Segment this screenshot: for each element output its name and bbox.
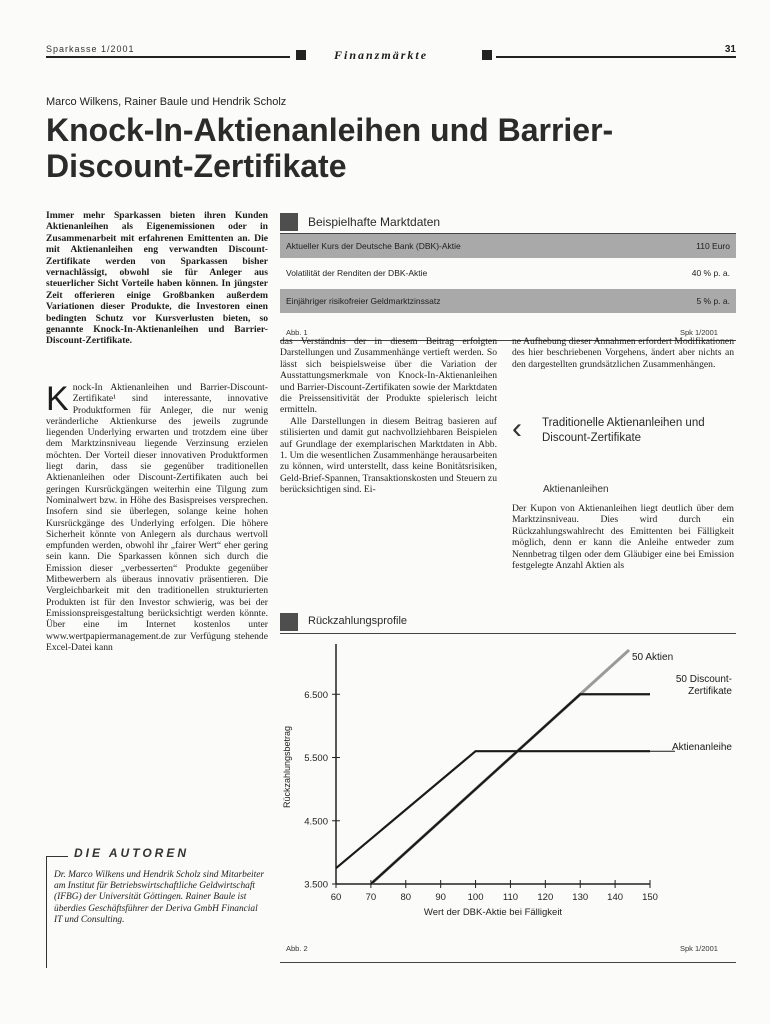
figure-1-caption: Abb. 1 bbox=[286, 328, 308, 337]
section-name: Finanzmärkte bbox=[334, 48, 429, 62]
x-tick-label: 80 bbox=[400, 892, 412, 903]
series-label: Aktienanleihe bbox=[671, 742, 732, 753]
body-column-3-continued bbox=[512, 503, 734, 571]
header-square-right bbox=[482, 50, 492, 60]
box-square-icon bbox=[280, 213, 298, 231]
section-heading-text: Traditionelle Aktienanleihen und Discount-Zertifikate bbox=[542, 417, 705, 444]
x-tick-label: 60 bbox=[330, 892, 342, 903]
market-row-label: Einjähriger risikofreier Geldmarktzinssatz bbox=[286, 296, 441, 306]
payoff-chart bbox=[280, 636, 736, 936]
authors-box-heading: DIE AUTOREN bbox=[74, 846, 190, 860]
page-number: 31 bbox=[724, 44, 736, 55]
chart-bottom-rule bbox=[280, 962, 736, 963]
article-authors: Marco Wilkens, Rainer Baule und Hendrik Scholz bbox=[46, 96, 287, 108]
body-text-1: nock-In Aktienanleihen und Barrier-Discount-Zertifikate¹ sind interessante, innovative Produktformen für Anleger, die nur wenig veränderliche Aktienkurse des jeweils zugrunde liegenden Underlying erwarten und trotzdem eine über dem Marktzinsniveau liegende Verzinsung erzielen möchten. Der Vorteil dieser innovativen Produktformen liegt darin, dass sie gegenüber traditionellen Aktienanleihen oder Discount-Zertifikaten auch bei geringen Kursrückgängen weiterhin eine Tilgung zum Nominalwert bzw. in Höhe des Basispreises versprechen. Insofern sind sie überlegen, solange keine hohen Kursrückgänge des Underlying erfolgen. Die höhere Sicherheit könnte von Anlegern als durchaus wertvoll empfunden werden, obwohl ihr „fairer Wert“ eher gering sein kann. Die Sparkassen können sich durch die Emission dieser „verbesserten“ Produkte gegenüber Mitbewerbern als überaus innovativ präsentieren. Die Vergleichbarkeit mit den traditionellen strukturierten Produkten ist für den Investor schwierig, was bei der Emissionspreisgestaltung berücksichtigt werden könnte. Über eine im Internet kostenlos unter www.wertpapiermanagement.de zur Verfügung stehende Excel-Datei kann bbox=[46, 382, 268, 653]
header-rule-left bbox=[46, 56, 290, 58]
market-data-header bbox=[280, 212, 736, 234]
x-tick-label: 130 bbox=[572, 892, 589, 903]
y-axis-label: Rückzahlungsbetrag bbox=[282, 725, 292, 809]
y-tick-label: 4.500 bbox=[304, 816, 328, 828]
series-label: 50 Discount- bbox=[675, 674, 732, 685]
y-tick-label: 3.500 bbox=[304, 879, 328, 891]
market-row bbox=[280, 261, 736, 285]
market-row bbox=[280, 289, 736, 313]
series-line bbox=[371, 694, 650, 884]
running-header bbox=[46, 44, 736, 66]
market-row-label: Volatilität der Renditen der DBK-Aktie bbox=[286, 268, 428, 278]
market-row-value: 110 Euro bbox=[696, 241, 730, 251]
figure-1-source: Spk 1/2001 bbox=[680, 328, 718, 337]
paragraph: Der Kupon von Aktienanleihen liegt deutlich über dem Marktzinsniveau. Dies wird durch ein Rückzahlungswahlrecht des Emittenten bei Fälligkeit möglich, denn er kann die Anleihe entweder zum Nennbetrag tilgen oder dem Gläubiger eine bei Emission festgelegte Anzahl Aktien als bbox=[512, 503, 734, 572]
chart-title: Rückzahlungsprofile bbox=[308, 615, 408, 627]
market-row bbox=[280, 234, 736, 258]
market-row-value: 40 % p. a. bbox=[691, 268, 730, 278]
market-row-value: 5 % p. a. bbox=[696, 296, 730, 306]
series-label: 50 Aktien bbox=[632, 652, 674, 663]
body-column-1 bbox=[46, 382, 268, 653]
x-tick-label: 120 bbox=[537, 892, 554, 903]
article-lead: Immer mehr Sparkassen bieten ihren Kunden Aktienanleihen als Eigenemissionen oder in Zusammenarbeit mit erfahrenen Emittenten an. Die mit Aktienanleihen eng verwandten Discount-Zertifikate werden von Sparkassen bisher vernachlässigt, obwohl sie für Anleger aus steuerlicher Sicht Vorteile haben können. In jüngster Zeit offerieren einige Großbanken außerdem Variationen dieser Produkte, die Investoren einen bedingten Schutz vor Kursverlusten bieten, so genannte Knock-In-Aktienanleihen und Barrier-Discount-Zertifikate. bbox=[46, 210, 268, 347]
chart-header-rule bbox=[280, 633, 736, 634]
body-column-2 bbox=[280, 336, 497, 496]
drop-cap: K bbox=[46, 380, 69, 418]
subsection-heading: Aktienanleihen bbox=[543, 484, 609, 495]
x-tick-label: 70 bbox=[365, 892, 377, 903]
x-tick-label: 140 bbox=[607, 892, 624, 903]
paragraph: Alle Darstellungen in diesem Beitrag basieren auf stilisierten und damit gut nachvollziehbaren Beispielen auf Grundlage der exemplarischen Marktdaten in Abb. 1. Um die wesentlichen Zusammenhänge herausarbeiten zu können, wird unterstellt, dass keine Bonitätsrisiken, Geld-Brief-Spannen, Transaktionskosten und Steuern zu berücksichtigen sind. Ei- bbox=[280, 415, 497, 496]
x-tick-label: 90 bbox=[435, 892, 446, 903]
y-tick-label: 5.500 bbox=[304, 753, 328, 765]
x-axis-label: Wert der DBK-Aktie bei Fälligkeit bbox=[423, 907, 563, 918]
market-row-label: Aktueller Kurs der Deutsche Bank (DBK)-Aktie bbox=[286, 241, 461, 251]
x-tick-label: 150 bbox=[642, 892, 658, 903]
body-column-3 bbox=[512, 336, 734, 370]
paragraph: ne Aufhebung dieser Annahmen erfordert Modifikationen des hier beschriebenen Vorgehens, ändert aber nichts an den dargestellten grundsätzlichen Zusammenhängen. bbox=[512, 336, 734, 370]
article-title: Knock-In-Aktienanleihen und Barrier-Discount-Zertifikate bbox=[46, 112, 614, 184]
authors-box-text: Dr. Marco Wilkens und Hendrik Scholz sind Mitarbeiter am Institut für Betriebswirtschaftliche Geldwirtschaft (IFBG) der Universität Göttingen. Rainer Baule ist überdies Geschäftsführer der Deriva GmbH Financial IT und Consulting. bbox=[54, 870, 265, 925]
authors-box-rule bbox=[46, 856, 68, 857]
chevron-left-icon: ‹ bbox=[512, 412, 522, 445]
market-data-title: Beispielhafte Marktdaten bbox=[308, 215, 441, 229]
chart-header bbox=[280, 611, 736, 633]
figure-2-source: Spk 1/2001 bbox=[680, 944, 718, 953]
journal-name: Sparkasse 1/2001 bbox=[46, 44, 135, 54]
x-tick-label: 100 bbox=[467, 892, 484, 903]
figure-2-caption: Abb. 2 bbox=[286, 944, 308, 953]
series-label: Zertifikate bbox=[688, 686, 732, 697]
header-square-left bbox=[296, 50, 306, 60]
authors-box-side-rule bbox=[46, 856, 47, 968]
paragraph: das Verständnis der in diesem Beitrag erfolgten Darstellungen und Zusammenhänge vertieft werden. So lässt sich beispielsweise über die Variation der Ausstattungsmerkmale von Knock-In-Aktienanleihen und Barrier-Discount-Zertifikaten sowie der Marktdaten die Preissensitivität der Produkte spielerisch leicht ermitteln. bbox=[280, 336, 497, 416]
x-tick-label: 110 bbox=[502, 892, 519, 903]
header-rule-right bbox=[496, 56, 736, 58]
series-line bbox=[336, 751, 650, 868]
chart-square-icon bbox=[280, 613, 298, 631]
y-tick-label: 6.500 bbox=[304, 689, 328, 701]
